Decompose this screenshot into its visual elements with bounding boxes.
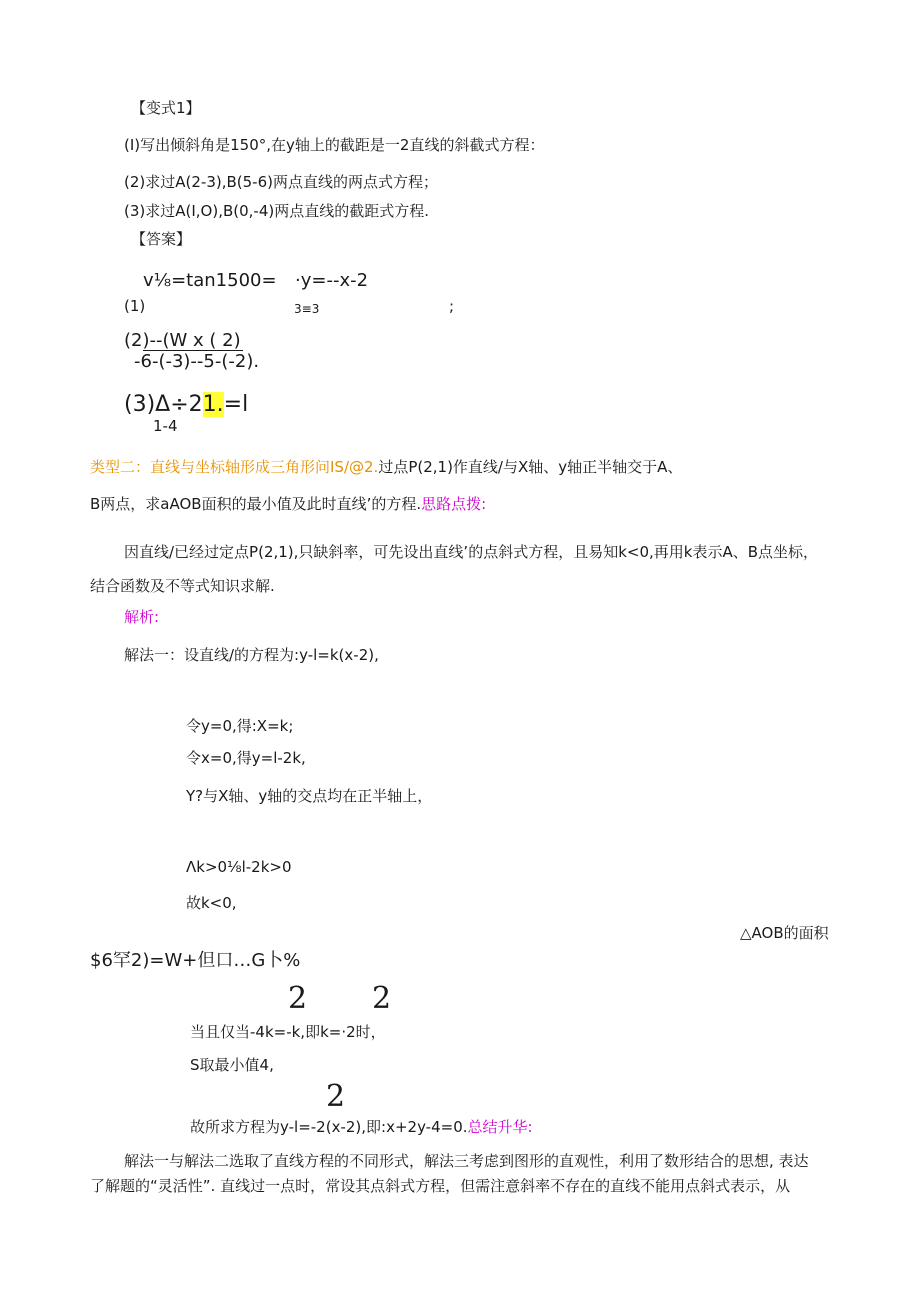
variant-question-2: (2)求过A(2-3),B(5-6)两点直线的两点式方程； [124, 173, 438, 191]
variant-question-1: (I)写出倾斜角是150°,在y轴上的截距是一2直线的斜截式方程： [124, 136, 545, 154]
area-formula: $6罕2)=W+但口…G卜% [90, 950, 301, 971]
answer-3-main: (3)Δ÷2 [124, 392, 203, 417]
answer-2-numerator: (2)--(W x ( 2) [124, 330, 241, 351]
solution-step-3: Y?与X轴、y轴的交点均在正半轴上， [186, 787, 433, 805]
solution-conclusion-line [190, 1117, 533, 1137]
type2-problem-line-1 [90, 457, 682, 477]
tip-line-1: 因直线/已经过定点P(2,1),只缺斜率，可先设出直线’的点斜式方程，且易知k<0,再用k表示A、B点坐标， [124, 543, 819, 561]
solution-label: 解析: [124, 608, 160, 626]
answer-3-denominator: 1-4 [153, 417, 178, 435]
answer-1-label: (1) [124, 297, 146, 315]
method-1-intro: 解法一：设直线/的方程为:y-l=k(x-2), [124, 646, 379, 664]
summary-label: 总结升华: [467, 1118, 533, 1136]
type2-problem-line-2 [90, 494, 486, 514]
answer-heading: 【答案】 [131, 230, 192, 248]
solution-step-4: Λk>0⅛l-2k>0 [186, 858, 292, 876]
tip-line-2: 结合函数及不等式知识求解. [90, 577, 275, 595]
fraction-denominator-c: 2 [326, 1079, 346, 1114]
solution-step-6: 当且仅当-4k=-k,即k=·2时， [190, 1023, 386, 1041]
type2-text-1: 过点P(2,1)作直线/与X轴、y轴正半轴交于A、 [378, 458, 683, 476]
solution-step-1: 令y=0,得:X=k; [186, 717, 294, 735]
area-label: △AOB的面积 [740, 924, 829, 942]
answer-2-denominator: -6-(-3)--5-(-2). [134, 351, 260, 372]
solution-step-7: S取最小值4, [190, 1056, 274, 1074]
summary-line-1: 解法一与解法二选取了直线方程的不同形式，解法三考虑到图形的直观性，利用了数形结合的思想, 表达 [124, 1152, 809, 1170]
type2-label: 类型二：直线与坐标轴形成三角形问IS/@2. [90, 458, 379, 476]
solution-step-2: 令x=0,得y=l-2k, [186, 749, 306, 767]
answer-3-equation [124, 391, 248, 419]
answer-3-end: =l [223, 392, 249, 417]
type2-text-2: B两点，求aAOB面积的最小值及此时直线’的方程. [90, 495, 422, 513]
fraction-denominator-a: 2 [288, 981, 308, 1016]
tip-label: 思路点拨: [421, 495, 487, 513]
solution-step-5: 故k<0, [186, 894, 237, 912]
summary-line-2: 了解题的“灵活性”. 直线过一点时，常设其点斜式方程，但需注意斜率不存在的直线不能用点斜式表示，从 [90, 1177, 791, 1195]
answer-1-denominator: 3≡3 [294, 302, 320, 316]
fraction-denominator-b: 2 [372, 981, 392, 1016]
answer-1-slope: v⅛=tan1500= [143, 270, 277, 291]
answer-1-equation: ·y=--x-2 [295, 270, 369, 291]
variant-question-3: (3)求过A(I,O),B(0,-4)两点直线的截距式方程. [124, 202, 430, 220]
solution-step-8: 故所求方程为y-l=-2(x-2),即:x+2y-4=0. [190, 1118, 468, 1136]
answer-3-highlight: 1. [202, 392, 224, 417]
variant-heading: 【变式1】 [131, 99, 201, 117]
answer-1-semicolon: ; [449, 297, 455, 315]
